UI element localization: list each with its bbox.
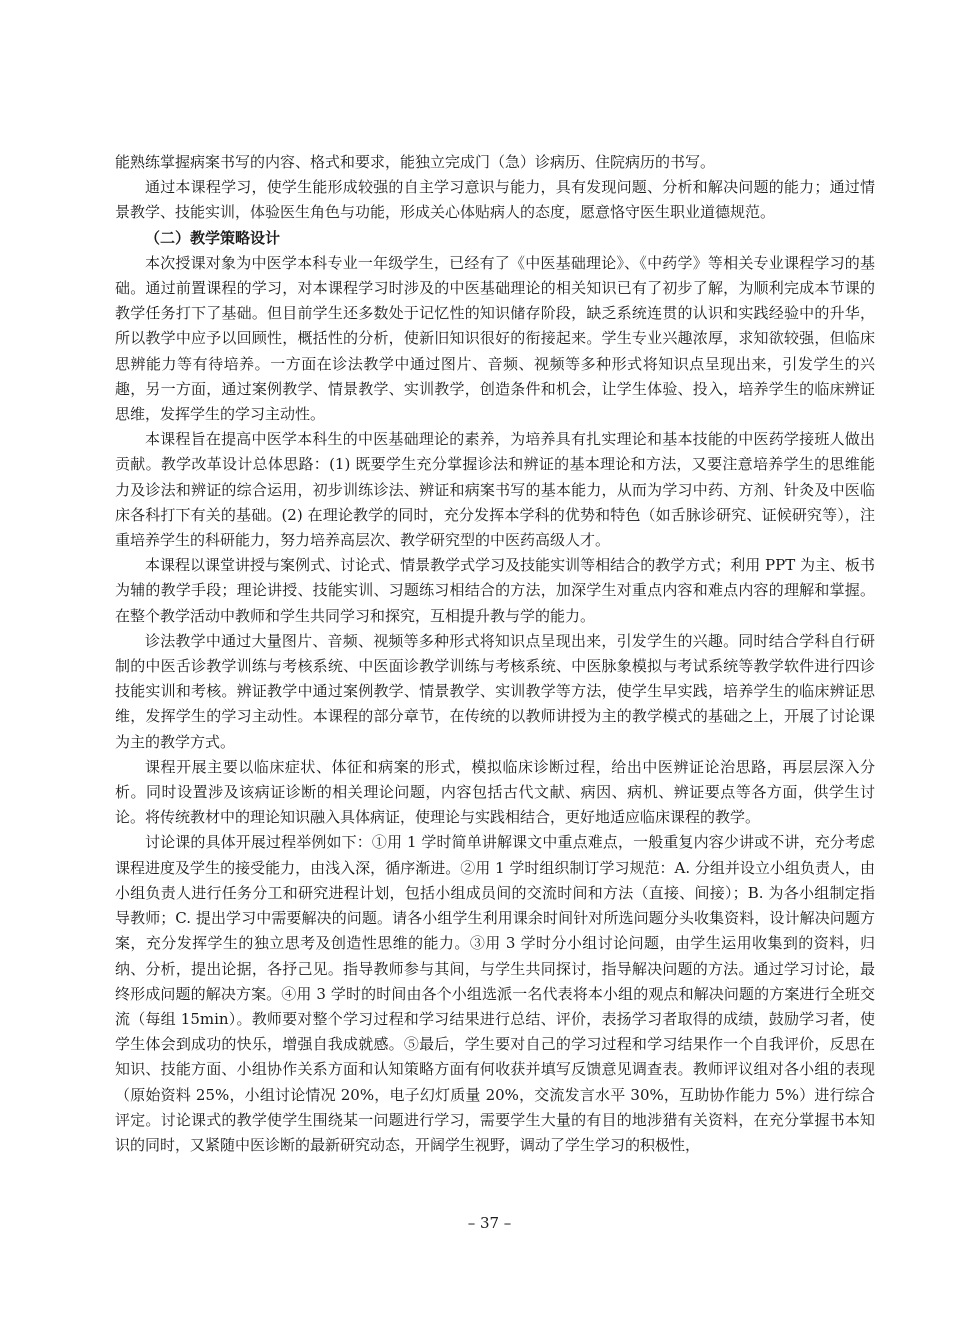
- section-heading: （二）教学策略设计: [145, 228, 281, 247]
- paragraph-students: 本次授课对象为中医学本科专业一年级学生，已经有了《中医基础理论》、《中药学》等相关专业课程学习的基础。通过前置课程的学习，对本课程学习时涉及的中医基础理论的相关知识已有了初步了解，为顺利完成本节课的教学任务打下了基础。但目前学生还多数处于记忆性的知识储存阶段，缺乏系统连贯的认识和实践经验中的升华，所以教学中应予以回顾性，概括性的分析，使新旧知识很好的衔接起来。学生专业兴趣浓厚，求知欲较强，但临床思辨能力等有待培养。一方面在诊法教学中通过图片、音频、视频等多种形式将知识点呈现出来，引发学生的兴趣，另一方面，通过案例教学、情景教学、实训教学，创造条件和机会，让学生体验、投入，培养学生的临床辨证思维，发挥学生的学习主动性。: [115, 253, 875, 424]
- body-text: [115, 150, 875, 1158]
- page-number: – 37 –: [467, 1214, 512, 1232]
- paragraph-discussion-process: 讨论课的具体开展过程举例如下：①用 1 学时简单讲解课文中重点难点，一般重复内容少讲或不讲，充分考虑课程进度及学生的接受能力，由浅入深，循序渐进。②用 1 学时组织制订学习规范：A. 分组并设立小组负责人，由小组负责人进行任务分工和研究进程计划，包括小组成员间的交流时间和方法（直接、间接）；B. 为各小组制定指导教师；C. 提出学习中需要解决的问题。请各小组学生利用课余时间针对所选问题分头收集资料，设计解决问题方案，充分发挥学生的独立思考及创造性思维的能力。③用 3 学时分小组讨论问题，由学生运用收集到的资料，归纳、分析，提出论据，各抒己见。指导教师参与其间，与学生共同探讨，指导解决问题的方法。通过学习讨论，最终形成问题的解决方案。④用 3 学时的时间由各个小组选派一名代表将本小组的观点和解决问题的方案进行全班交流（每组 15min）。教师要对整个学习过程和学习结果进行总结、评价，表扬学习者取得的成绩，鼓励学习者，使学生体会到成功的快乐，增强自我成就感。⑤最后，学生要对自己的学习过程和学习结果作一个自我评价，反思在知识、技能方面、小组协作关系方面和认知策略方面有何收获并填写反馈意见调查表。教师评议组对各小组的表现（原始资料 25%，小组讨论情况 20%，电子幻灯质量 20%，交流发言水平 30%，互助协作能力 5%）进行综合评定。讨论课式的教学使学生围绕某一问题进行学习，需要学生大量的有目的地涉猎有关资料，在充分掌握书本知识的同时，又紧随中医诊断的最新研究动态，开阔学生视野，调动了学生学习的积极性，: [115, 833, 875, 1154]
- paragraph-continuation: 能熟练掌握病案书写的内容、格式和要求，能独立完成门（急）诊病历、住院病历的书写。: [115, 153, 716, 171]
- paragraph-course-development: 课程开展主要以临床症状、体征和病案的形式，模拟临床诊断过程，给出中医辨证论治思路，再层层深入分析。同时设置涉及该病证诊断的相关理论问题，内容包括古代文献、病因、病机、辨证要点等各方面，供学生讨论。将传统教材中的理论知识融入具体病证，使理论与实践相结合，更好地适应临床课程的教学。: [115, 757, 875, 827]
- paragraph-course-goal: 本课程旨在提高中医学本科生的中医基础理论的素养，为培养具有扎实理论和基本技能的中医药学接班人做出贡献。教学改革设计总体思路：(1) 既要学生充分掌握诊法和辨证的基本理论和方法，又要注意培养学生的思维能力及诊法和辨证的综合运用，初步训练诊法、辨证和病案书写的基本能力，从而为学习中药、方剂、针灸及中医临床各科打下有关的基础。(2) 在理论教学的同时，充分发挥本学科的优势和特色（如舌脉诊研究、证候研究等），注重培养学生的科研能力，努力培养高层次、教学研究型的中医药高级人才。: [115, 430, 875, 550]
- paragraph-teaching-methods: 本课程以课堂讲授与案例式、讨论式、情景教学式学习及技能实训等相结合的教学方式；利用 PPT 为主、板书为辅的教学手段；理论讲授、技能实训、习题练习相结合的方法，加深学生对重点内容和难点内容的理解和掌握。在整个教学活动中教师和学生共同学习和探究，互相提升教与学的能力。: [115, 556, 875, 625]
- paragraph-diagnosis-teaching: 诊法教学中通过大量图片、音频、视频等多种形式将知识点呈现出来，引发学生的兴趣。同时结合学科自行研制的中医舌诊教学训练与考核系统、中医面诊教学训练与考核系统、中医脉象模拟与考试系统等教学软件进行四诊技能实训和考核。辨证教学中通过案例教学、情景教学、实训教学等方法，使学生早实践，培养学生的临床辨证思维，发挥学生的学习主动性。本课程的部分章节，在传统的以教师讲授为主的教学模式的基础之上，开展了讨论课为主的教学方式。: [115, 631, 875, 751]
- paragraph-learning-goals: 通过本课程学习，使学生能形成较强的自主学习意识与能力，具有发现问题、分析和解决问题的能力；通过情景教学、技能实训，体验医生角色与功能，形成关心体贴病人的态度，愿意恪守医生职业道德规范。: [115, 178, 875, 222]
